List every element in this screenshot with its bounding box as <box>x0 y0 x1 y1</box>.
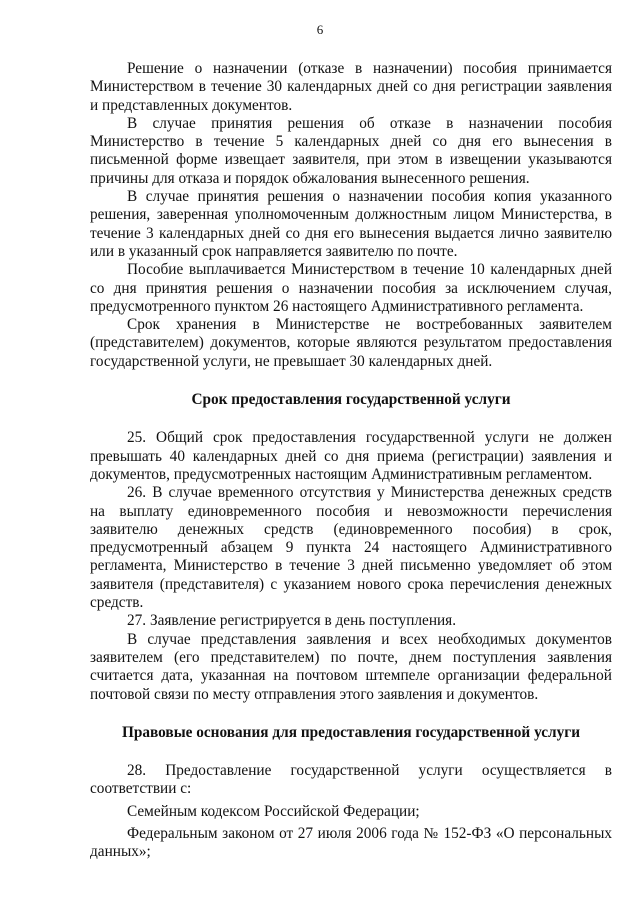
section-heading-legal-basis: Правовые основания для предоставления государственной услуги <box>121 723 581 741</box>
paragraph-item-25: 25. Общий срок предоставления государственной услуги не должен превышать 40 календарных дней со дня приема (регистрации) заявления и документов, предусмотренных настоящим Административным регламентом. <box>90 429 612 483</box>
paragraph-refusal-notice: В случае принятия решения об отказе в назначении пособия Министерство в течение 5 календарных дней со дня его вынесения в письменной форме извещает заявителя, при этом в извещении указываются причины для отказа и порядок обжалования вынесенного решения. <box>90 114 612 187</box>
paragraph-decision-copy: В случае принятия решения о назначении пособия копия указанного решения, заверенная уполномоченным должностным лицом Министерства, в течение 3 календарных дней со дня его вынесения выдается лично заявителю или в указанный срок направляется заявителю по почте. <box>90 188 612 260</box>
paragraph-postal-submission: В случае представления заявления и всех необходимых документов заявителем (его представителем) по почте, днем поступления заявления считается дата, указанная на почтовом штемпеле организации федеральной почтовой связи по месту отправления этого заявления и документов. <box>90 630 612 703</box>
paragraph-item-26: 26. В случае временного отсутствия у Министерства денежных средств на выплату единовременного пособия и невозможности перечисления заявителю денежных средств (единовременного пособия) в срок, предусмотренный абзацем 9 пункта 24 настоящего Административного регламента, Министерство в течение 3 дней письменно уведомляет об этом заявителя (представителя) с указанием нового срока перечисления денежных средств. <box>90 484 612 612</box>
page-number: 6 <box>316 22 324 37</box>
section-heading-service-term: Срок предоставления государственной услуги <box>191 391 511 409</box>
paragraph-item-28: 28. Предоставление государственной услуги осуществляется в соответствии с: <box>90 762 612 798</box>
paragraph-item-27: 27. Заявление регистрируется в день поступления. <box>127 612 457 630</box>
paragraph-decision-term: Решение о назначении (отказе в назначении) пособия принимается Министерством в течение 30 календарных дней со дня регистрации заявления и представленных документов. <box>90 60 612 114</box>
paragraph-document-storage: Срок хранения в Министерстве не востребованных заявителем (представителем) документов, которые являются результатом предоставления государственной услуги, не превышает 30 календарных дней. <box>90 316 612 370</box>
document-body <box>90 60 612 862</box>
paragraph-payment-term: Пособие выплачивается Министерством в течение 10 календарных дней со дня принятия решения о назначении пособия за исключением случая, предусмотренного пунктом 26 настоящего Административного регламента. <box>90 261 612 315</box>
list-item-personal-data-law: Федеральным законом от 27 июля 2006 года № 152-ФЗ «О персональных данных»; <box>90 824 612 861</box>
list-item-family-code: Семейным кодексом Российской Федерации; <box>127 802 420 820</box>
